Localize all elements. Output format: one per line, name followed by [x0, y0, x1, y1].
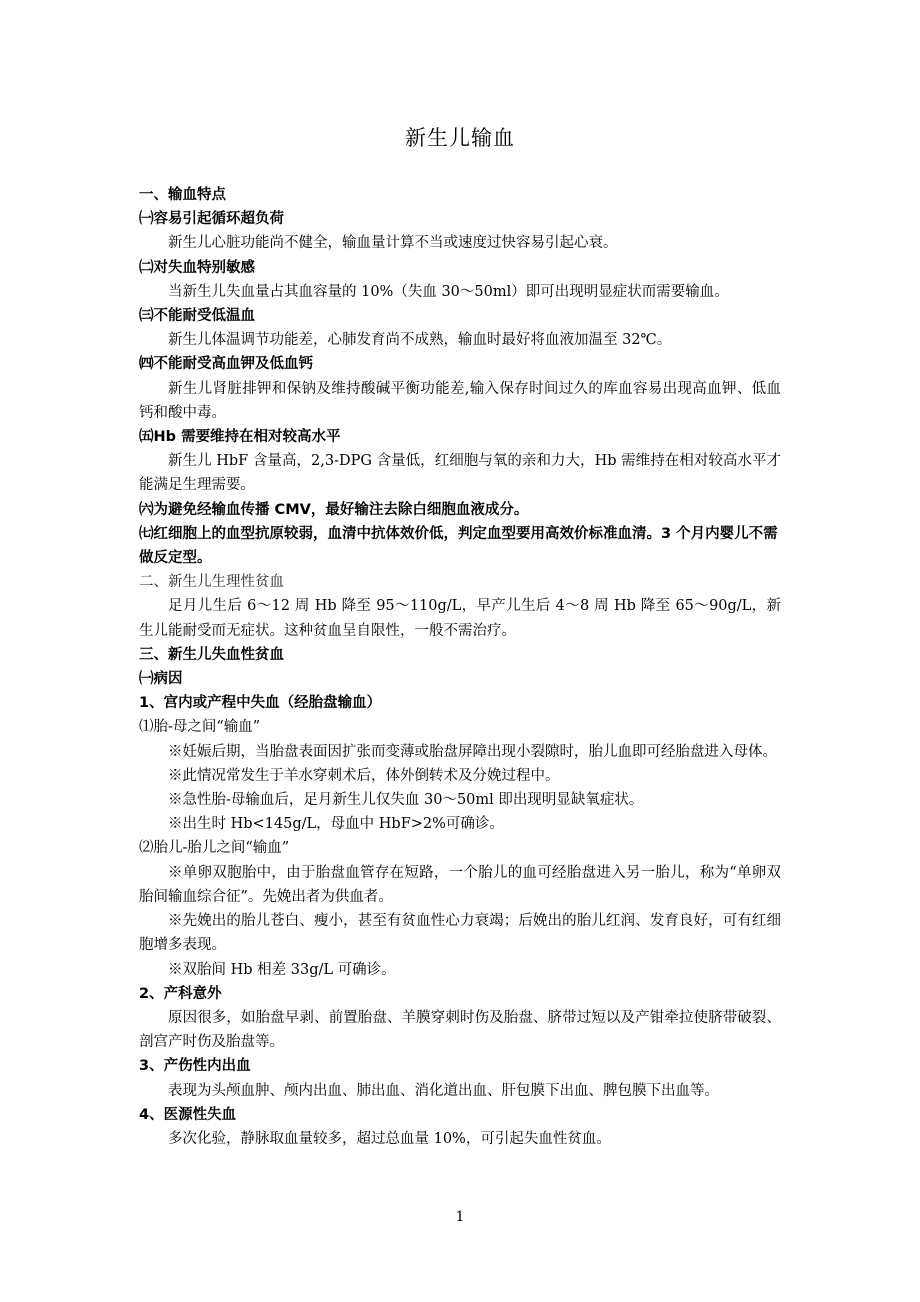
body-paragraph: 表现为头颅血肿、颅内出血、肺出血、消化道出血、肝包膜下出血、脾包膜下出血等。: [168, 1082, 719, 1099]
body-paragraph: 新生儿体温调节功能差，心肺发育尚不成熟，输血时最好将血液加温至 32℃。: [168, 332, 672, 349]
page-number: 1: [455, 1209, 465, 1225]
body-paragraph: 当新生儿失血量占其血容量的 10%（失血 30～50ml）即可出现明显症状而需要输血。: [168, 283, 729, 300]
sub-heading: ⑴胎-母之间“输血”: [139, 719, 261, 736]
section-heading: 3、产伤性内出血: [139, 1058, 251, 1075]
body-paragraph: ※此情况常发生于羊水穿刺术后，体外倒转术及分娩过程中。: [168, 767, 560, 784]
section-heading: 二、新生儿生理性贫血: [139, 574, 284, 591]
section-heading: ㈥为避免经输血传播 CMV，最好输注去除白细胞血液成分。: [139, 501, 529, 518]
body-paragraph: ※急性胎-母输血后，足月新生儿仅失血 30～50ml 即出现明显缺氧症状。: [168, 792, 644, 809]
section-heading: ㈡对失血特别敏感: [139, 259, 255, 276]
section-heading: ㈠病因: [139, 671, 183, 688]
body-paragraph: ※先娩出的胎儿苍白、瘦小，甚至有贫血性心力衰竭；后娩出的胎儿红润、发育良好，可有红细胞增多表现。: [139, 913, 781, 954]
section-heading: 一、输血特点: [139, 187, 226, 203]
body-paragraph: ※双胎间 Hb 相差 33g/L 可确诊。: [168, 961, 396, 978]
page-title: 新生儿输血: [405, 126, 515, 150]
body-paragraph: ※妊娠后期，当胎盘表面因扩张而变薄或胎盘屏障出现小裂隙时，胎儿血即可经胎盘进入母体。: [168, 743, 777, 760]
document-body: [139, 183, 781, 1151]
body-paragraph: 原因很多，如胎盘早剥、前置胎盘、羊膜穿刺时伤及胎盘、脐带过短以及产钳牵拉使脐带破裂、剖宫产时伤及胎盘等。: [139, 1009, 781, 1051]
section-heading: 1、宫内或产程中失血（经胎盘输血）: [139, 695, 382, 712]
section-heading: ㈣不能耐受高血钾及低血钙: [139, 356, 313, 373]
body-paragraph: 多次化验，静脉取血量较多，超过总血量 10%，可引起失血性贫血。: [168, 1130, 611, 1147]
section-heading: 4、医源性失血: [139, 1106, 237, 1123]
body-paragraph: ※单卵双胞胎中，由于胎盘血管存在短路，一个胎儿的血可经胎盘进入另一胎儿，称为“单卵双胎间输血综合征”。先娩出者为供血者。: [139, 864, 781, 905]
section-heading: ㈠容易引起循环超负荷: [139, 211, 284, 228]
body-paragraph: 足月儿生后 6～12 周 Hb 降至 95～110g/L，早产儿生后 4～8 周 Hb 降至 65～90g/L，新生儿能耐受而无症状。这种贫血呈自限性，一般不需治疗。: [139, 598, 781, 639]
body-paragraph: 新生儿肾脏排钾和保钠及维持酸碱平衡功能差,输入保存时间过久的库血容易出现高血钾、低血钙和酸中毒。: [139, 380, 781, 421]
sub-heading: ⑵胎儿-胎儿之间“输血”: [139, 840, 290, 857]
body-paragraph: 新生儿 HbF 含量高，2,3-DPG 含量低，红细胞与氧的亲和力大，Hb 需维持在相对较高水平才能满足生理需要。: [139, 453, 781, 494]
section-heading: ㈢不能耐受低温血: [139, 308, 255, 325]
section-heading: 三、新生儿失血性贫血: [139, 646, 284, 663]
section-heading: ㈤Hb 需要维持在相对较高水平: [139, 429, 341, 446]
body-paragraph: ※出生时 Hb<145g/L，母血中 HbF>2%可确诊。: [168, 816, 504, 833]
body-paragraph: 新生儿心脏功能尚不健全，输血量计算不当或速度过快容易引起心衰。: [168, 235, 618, 252]
section-heading: ㈦红细胞上的血型抗原较弱，血清中抗体效价低，判定血型要用高效价标准血清。3 个月内婴儿不需做反定型。: [139, 525, 778, 567]
section-heading: 2、产科意外: [139, 985, 222, 1002]
